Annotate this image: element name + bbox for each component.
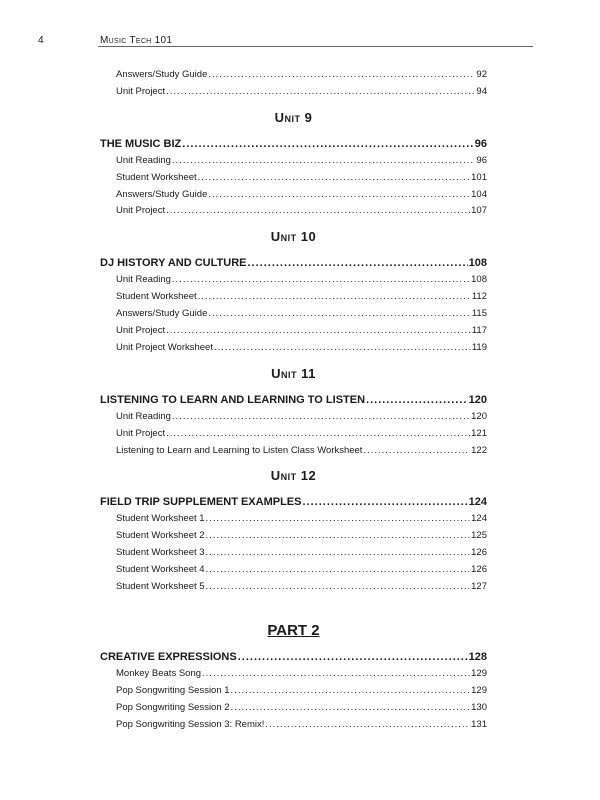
part-page: 128 [468,650,487,663]
entry-page: 94 [476,85,487,97]
dot-leader [206,545,471,562]
entry-page: 92 [476,69,487,80]
dot-leader [166,203,470,220]
unit-heading: Unit 10 [270,229,317,245]
unit-page: 96 [474,137,487,150]
entry-page: 125 [471,530,487,542]
dot-leader [208,67,475,84]
dot-leader [214,340,471,357]
unit-heading: Unit 11 [271,365,316,381]
entry-label: Pop Songwriting Session 1 [116,684,230,696]
part-title: CREATIVE EXPRESSIONS [100,650,237,663]
entry-label: Student Worksheet 2 [116,530,205,542]
entry-page: 112 [471,291,487,303]
entry-page: 124 [471,513,487,525]
entry-label: Unit Project Worksheet [116,341,213,353]
toc-entry[interactable] [100,683,487,700]
page-header [38,35,533,49]
dot-leader [363,443,470,460]
dot-leader [202,666,470,683]
toc-entry[interactable] [100,340,487,357]
dot-leader [172,409,470,426]
dot-leader [231,683,471,700]
entry-page: 129 [471,667,487,679]
toc-part-title[interactable] [100,648,487,666]
dot-leader [238,648,468,666]
entry-label: Unit Project [116,427,166,439]
toc-entry[interactable] [100,511,487,528]
part-heading: PART 2 [267,621,320,639]
unit-title: DJ HISTORY AND CULTURE [100,257,247,270]
toc-unit-title[interactable] [100,493,487,511]
entry-label: Monkey Beats Song [116,667,202,679]
dot-leader [206,562,471,579]
toc-entry[interactable] [100,443,487,460]
entry-label: Answers/Study Guide [116,188,208,200]
dot-leader [166,323,471,340]
entry-label: Student Worksheet 4 [116,564,205,576]
table-of-contents [100,67,487,733]
toc-entry[interactable] [100,323,487,340]
unit-page: 124 [468,496,487,509]
entry-page: 104 [471,188,487,200]
toc-entry[interactable] [100,666,487,683]
toc-entry[interactable] [100,700,487,717]
entry-label: Unit Reading [116,410,171,422]
toc-entry[interactable] [100,272,487,289]
toc-entry[interactable] [100,84,487,101]
entry-label: Pop Songwriting Session 2 [116,701,230,713]
entry-label: Listening to Learn and Learning to Listen Class Worksheet [116,444,363,456]
dot-leader [303,493,468,511]
entry-page: 117 [471,325,487,337]
toc-entry[interactable] [100,306,487,323]
entry-page: 108 [471,274,487,286]
toc-entry[interactable] [100,170,487,187]
entry-label: Student Worksheet 5 [116,581,205,593]
entry-label: Answers/Study Guide [116,69,208,80]
dot-leader [182,135,473,153]
entry-page: 127 [471,581,487,593]
header-rule [98,46,533,47]
entry-label: Unit Project [116,85,166,97]
toc-entry[interactable] [100,203,487,220]
toc-entry[interactable] [100,153,487,170]
toc-entry[interactable] [100,545,487,562]
dot-leader [231,700,471,717]
toc-unit-title[interactable] [100,135,487,153]
dot-leader [166,426,470,443]
entry-page: 131 [471,718,487,730]
dot-leader [206,511,471,528]
running-title: Music Tech 101 [100,35,173,46]
entry-label: Answers/Study Guide [116,308,208,320]
entry-page: 129 [471,684,487,696]
entry-label: Pop Songwriting Session 3: Remix! [116,718,265,730]
entry-label: Student Worksheet 3 [116,547,205,559]
entry-label: Unit Project [116,325,166,337]
unit-title: FIELD TRIP SUPPLEMENT EXAMPLES [100,496,302,509]
unit-page: 108 [468,257,487,270]
toc-entry[interactable] [100,187,487,204]
toc-entry[interactable] [100,717,487,734]
dot-leader [198,289,471,306]
unit-title: THE MUSIC BIZ [100,137,182,150]
page-number: 4 [38,35,44,46]
toc-unit-title[interactable] [100,391,487,409]
entry-label: Student Worksheet 1 [116,513,205,525]
dot-leader [198,170,471,187]
dot-leader [206,579,471,596]
toc-entry[interactable] [100,426,487,443]
dot-leader [208,187,470,204]
unit-heading: Unit 12 [270,468,317,484]
entry-page: 121 [471,427,487,439]
entry-page: 115 [471,308,487,320]
unit-title: LISTENING TO LEARN AND LEARNING TO LISTEN [100,393,366,406]
toc-entry[interactable] [100,409,487,426]
unit-page: 120 [468,393,487,406]
entry-label: Unit Project [116,205,166,217]
toc-entry[interactable] [100,562,487,579]
dot-leader [208,306,470,323]
entry-page: 101 [471,171,487,183]
entry-page: 122 [471,444,487,456]
toc-entry[interactable] [100,67,487,84]
toc-entry[interactable] [100,289,487,306]
toc-entry[interactable] [100,579,487,596]
entry-label: Unit Reading [116,274,171,286]
entry-page: 126 [471,547,487,559]
entry-label: Student Worksheet [116,171,197,183]
unit-heading: Unit 9 [274,109,313,125]
dot-leader [265,717,470,734]
dot-leader [247,254,467,272]
dot-leader [172,153,476,170]
entry-page: 107 [471,205,487,217]
dot-leader [366,391,468,409]
entry-page: 126 [471,564,487,576]
entry-page: 96 [476,154,487,166]
dot-leader [206,528,471,545]
entry-page: 120 [471,410,487,422]
entry-label: Student Worksheet [116,291,197,303]
dot-leader [172,272,470,289]
toc-unit-title[interactable] [100,254,487,272]
entry-page: 130 [471,701,487,713]
toc-entry[interactable] [100,528,487,545]
dot-leader [166,84,475,101]
entry-label: Unit Reading [116,154,171,166]
entry-page: 119 [471,341,487,353]
